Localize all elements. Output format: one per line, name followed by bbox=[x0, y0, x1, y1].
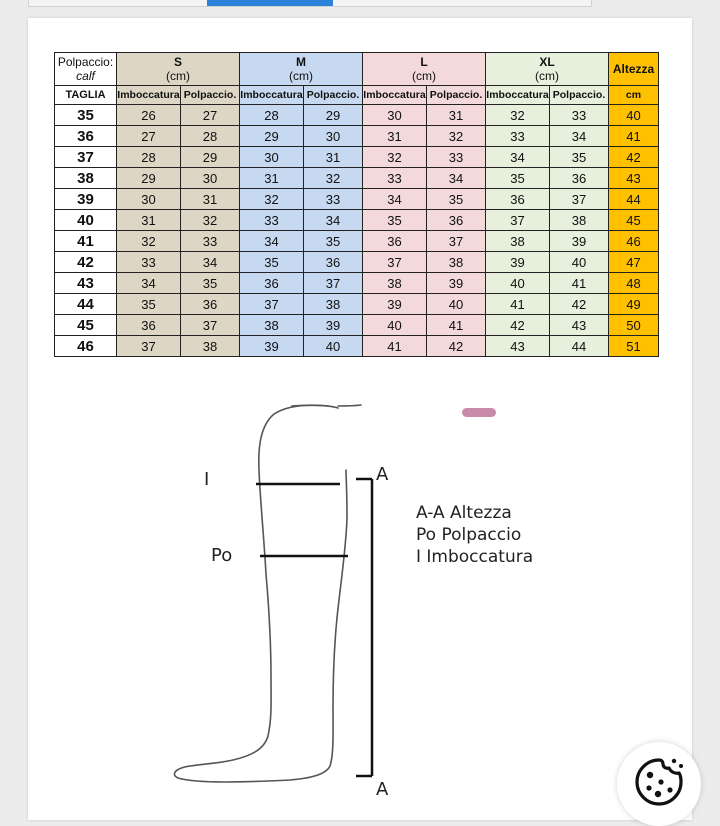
cell-s-imboccatura: 31 bbox=[117, 210, 181, 231]
cell-s-polpaccio: 33 bbox=[181, 231, 240, 252]
size-l-name: L bbox=[420, 55, 428, 69]
cell-s-polpaccio: 29 bbox=[181, 147, 240, 168]
cell-xl-imboccatura: 39 bbox=[486, 252, 550, 273]
sub-header-imboccatura: Imboccatura bbox=[117, 86, 181, 105]
size-xl-unit: (cm) bbox=[535, 69, 559, 83]
cell-xl-imboccatura: 43 bbox=[486, 336, 550, 357]
cell-xl-polpaccio: 36 bbox=[550, 168, 609, 189]
table-row bbox=[55, 252, 659, 273]
cell-m-polpaccio: 33 bbox=[304, 189, 363, 210]
cell-m-polpaccio: 39 bbox=[304, 315, 363, 336]
cell-l-imboccatura: 40 bbox=[363, 315, 427, 336]
boot-outline-drawing bbox=[28, 378, 692, 818]
cell-xl-polpaccio: 34 bbox=[550, 126, 609, 147]
legend-altezza: A-A Altezza bbox=[416, 503, 512, 523]
cell-s-imboccatura: 27 bbox=[117, 126, 181, 147]
size-table bbox=[54, 52, 659, 357]
size-m-name: M bbox=[296, 55, 306, 69]
taglia-cell: 42 bbox=[55, 252, 117, 273]
altezza-unit: cm bbox=[609, 86, 659, 105]
table-row bbox=[55, 105, 659, 126]
label-po: Po bbox=[211, 545, 233, 566]
cookie-button[interactable] bbox=[617, 742, 701, 826]
table-row bbox=[55, 336, 659, 357]
table-row bbox=[55, 126, 659, 147]
boot-diagram bbox=[28, 378, 692, 818]
size-header-row bbox=[55, 53, 659, 86]
cell-l-polpaccio: 32 bbox=[427, 126, 486, 147]
cell-l-polpaccio: 37 bbox=[427, 231, 486, 252]
taglia-cell: 39 bbox=[55, 189, 117, 210]
cell-m-polpaccio: 34 bbox=[304, 210, 363, 231]
cell-m-polpaccio: 37 bbox=[304, 273, 363, 294]
cell-l-polpaccio: 42 bbox=[427, 336, 486, 357]
cell-altezza: 43 bbox=[609, 168, 659, 189]
cell-l-imboccatura: 35 bbox=[363, 210, 427, 231]
cell-altezza: 46 bbox=[609, 231, 659, 252]
cell-s-imboccatura: 26 bbox=[117, 105, 181, 126]
cell-l-imboccatura: 32 bbox=[363, 147, 427, 168]
table-row bbox=[55, 294, 659, 315]
cell-l-polpaccio: 35 bbox=[427, 189, 486, 210]
cell-altezza: 49 bbox=[609, 294, 659, 315]
size-s-header bbox=[117, 53, 240, 86]
cell-s-imboccatura: 33 bbox=[117, 252, 181, 273]
cell-l-polpaccio: 40 bbox=[427, 294, 486, 315]
cell-xl-polpaccio: 43 bbox=[550, 315, 609, 336]
sub-header-polpaccio: Polpaccio. bbox=[427, 86, 486, 105]
cell-s-imboccatura: 35 bbox=[117, 294, 181, 315]
cell-l-polpaccio: 31 bbox=[427, 105, 486, 126]
cell-l-polpaccio: 36 bbox=[427, 210, 486, 231]
taglia-cell: 44 bbox=[55, 294, 117, 315]
size-m-unit: (cm) bbox=[289, 69, 313, 83]
cell-l-polpaccio: 33 bbox=[427, 147, 486, 168]
diagram-legend bbox=[416, 502, 533, 568]
cell-xl-imboccatura: 42 bbox=[486, 315, 550, 336]
cell-s-imboccatura: 29 bbox=[117, 168, 181, 189]
cell-m-imboccatura: 37 bbox=[240, 294, 304, 315]
cell-s-polpaccio: 28 bbox=[181, 126, 240, 147]
cell-l-imboccatura: 39 bbox=[363, 294, 427, 315]
calf-label-en: calf bbox=[76, 69, 95, 83]
cell-m-polpaccio: 38 bbox=[304, 294, 363, 315]
cell-xl-imboccatura: 41 bbox=[486, 294, 550, 315]
taglia-cell: 38 bbox=[55, 168, 117, 189]
cell-xl-imboccatura: 34 bbox=[486, 147, 550, 168]
cell-l-imboccatura: 34 bbox=[363, 189, 427, 210]
size-xl-header bbox=[486, 53, 609, 86]
cell-m-imboccatura: 28 bbox=[240, 105, 304, 126]
cell-xl-polpaccio: 40 bbox=[550, 252, 609, 273]
table-row bbox=[55, 189, 659, 210]
sub-header-polpaccio: Polpaccio. bbox=[304, 86, 363, 105]
taglia-cell: 35 bbox=[55, 105, 117, 126]
cell-s-polpaccio: 30 bbox=[181, 168, 240, 189]
cell-s-polpaccio: 36 bbox=[181, 294, 240, 315]
cell-m-imboccatura: 29 bbox=[240, 126, 304, 147]
size-s-unit: (cm) bbox=[166, 69, 190, 83]
cell-altezza: 41 bbox=[609, 126, 659, 147]
table-row bbox=[55, 168, 659, 189]
cell-xl-imboccatura: 33 bbox=[486, 126, 550, 147]
cell-s-imboccatura: 30 bbox=[117, 189, 181, 210]
cell-s-polpaccio: 27 bbox=[181, 105, 240, 126]
sub-header-polpaccio: Polpaccio. bbox=[181, 86, 240, 105]
cell-s-imboccatura: 34 bbox=[117, 273, 181, 294]
cell-xl-imboccatura: 37 bbox=[486, 210, 550, 231]
sub-header-polpaccio: Polpaccio. bbox=[550, 86, 609, 105]
cell-m-imboccatura: 35 bbox=[240, 252, 304, 273]
cell-altezza: 48 bbox=[609, 273, 659, 294]
cell-xl-imboccatura: 40 bbox=[486, 273, 550, 294]
cookie-icon bbox=[632, 755, 686, 809]
cell-m-polpaccio: 35 bbox=[304, 231, 363, 252]
cell-l-polpaccio: 38 bbox=[427, 252, 486, 273]
size-l-unit: (cm) bbox=[412, 69, 436, 83]
cell-altezza: 40 bbox=[609, 105, 659, 126]
cell-l-polpaccio: 34 bbox=[427, 168, 486, 189]
label-a-bottom: A bbox=[376, 779, 389, 800]
cell-s-polpaccio: 31 bbox=[181, 189, 240, 210]
content-card bbox=[28, 18, 692, 820]
cell-l-imboccatura: 33 bbox=[363, 168, 427, 189]
cell-m-imboccatura: 39 bbox=[240, 336, 304, 357]
cell-altezza: 51 bbox=[609, 336, 659, 357]
cell-s-imboccatura: 37 bbox=[117, 336, 181, 357]
altezza-header: Altezza bbox=[609, 53, 659, 86]
cell-xl-polpaccio: 42 bbox=[550, 294, 609, 315]
taglia-cell: 45 bbox=[55, 315, 117, 336]
cell-altezza: 50 bbox=[609, 315, 659, 336]
size-m-header bbox=[240, 53, 363, 86]
table-row bbox=[55, 147, 659, 168]
sub-header-imboccatura: Imboccatura bbox=[363, 86, 427, 105]
cell-xl-polpaccio: 38 bbox=[550, 210, 609, 231]
sub-header-imboccatura: Imboccatura bbox=[240, 86, 304, 105]
cell-s-imboccatura: 28 bbox=[117, 147, 181, 168]
cell-m-polpaccio: 32 bbox=[304, 168, 363, 189]
tab-active-indicator[interactable] bbox=[207, 0, 333, 6]
cell-xl-polpaccio: 41 bbox=[550, 273, 609, 294]
cell-m-imboccatura: 31 bbox=[240, 168, 304, 189]
cell-xl-polpaccio: 37 bbox=[550, 189, 609, 210]
cell-altezza: 44 bbox=[609, 189, 659, 210]
cell-m-imboccatura: 33 bbox=[240, 210, 304, 231]
cell-s-polpaccio: 35 bbox=[181, 273, 240, 294]
cell-l-imboccatura: 31 bbox=[363, 126, 427, 147]
cell-xl-imboccatura: 32 bbox=[486, 105, 550, 126]
tab-bar bbox=[28, 0, 592, 7]
cell-m-polpaccio: 31 bbox=[304, 147, 363, 168]
cell-m-imboccatura: 36 bbox=[240, 273, 304, 294]
cell-s-polpaccio: 32 bbox=[181, 210, 240, 231]
cell-l-imboccatura: 36 bbox=[363, 231, 427, 252]
cell-l-polpaccio: 41 bbox=[427, 315, 486, 336]
cell-s-imboccatura: 32 bbox=[117, 231, 181, 252]
cell-xl-imboccatura: 36 bbox=[486, 189, 550, 210]
cell-xl-polpaccio: 35 bbox=[550, 147, 609, 168]
cell-l-imboccatura: 30 bbox=[363, 105, 427, 126]
taglia-cell: 40 bbox=[55, 210, 117, 231]
cell-m-imboccatura: 30 bbox=[240, 147, 304, 168]
cell-xl-polpaccio: 44 bbox=[550, 336, 609, 357]
cell-xl-polpaccio: 39 bbox=[550, 231, 609, 252]
table-row bbox=[55, 273, 659, 294]
size-s-name: S bbox=[173, 55, 182, 69]
taglia-cell: 37 bbox=[55, 147, 117, 168]
taglia-cell: 36 bbox=[55, 126, 117, 147]
label-a-top: A bbox=[376, 464, 389, 485]
taglia-cell: 41 bbox=[55, 231, 117, 252]
cell-m-imboccatura: 38 bbox=[240, 315, 304, 336]
label-i: I bbox=[204, 469, 210, 490]
cell-m-polpaccio: 36 bbox=[304, 252, 363, 273]
sub-header-imboccatura: Imboccatura bbox=[486, 86, 550, 105]
table-row bbox=[55, 315, 659, 336]
cell-m-polpaccio: 40 bbox=[304, 336, 363, 357]
table-row bbox=[55, 210, 659, 231]
cell-s-imboccatura: 36 bbox=[117, 315, 181, 336]
cell-m-imboccatura: 32 bbox=[240, 189, 304, 210]
cell-xl-imboccatura: 38 bbox=[486, 231, 550, 252]
sub-header-row bbox=[55, 86, 659, 105]
cell-m-imboccatura: 34 bbox=[240, 231, 304, 252]
cell-m-polpaccio: 29 bbox=[304, 105, 363, 126]
cell-xl-imboccatura: 35 bbox=[486, 168, 550, 189]
cell-l-imboccatura: 41 bbox=[363, 336, 427, 357]
taglia-cell: 43 bbox=[55, 273, 117, 294]
cell-altezza: 42 bbox=[609, 147, 659, 168]
cell-xl-polpaccio: 33 bbox=[550, 105, 609, 126]
cell-l-imboccatura: 38 bbox=[363, 273, 427, 294]
size-l-header bbox=[363, 53, 486, 86]
legend-imboccatura: I Imboccatura bbox=[416, 547, 534, 567]
cell-l-polpaccio: 39 bbox=[427, 273, 486, 294]
taglia-cell: 46 bbox=[55, 336, 117, 357]
cell-l-imboccatura: 37 bbox=[363, 252, 427, 273]
cell-s-polpaccio: 37 bbox=[181, 315, 240, 336]
cell-m-polpaccio: 30 bbox=[304, 126, 363, 147]
taglia-header: TAGLIA bbox=[55, 86, 117, 105]
table-row bbox=[55, 231, 659, 252]
size-xl-name: XL bbox=[539, 55, 555, 69]
cell-s-polpaccio: 34 bbox=[181, 252, 240, 273]
cell-altezza: 47 bbox=[609, 252, 659, 273]
cell-altezza: 45 bbox=[609, 210, 659, 231]
calf-label-cell bbox=[55, 53, 117, 86]
legend-polpaccio: Po Polpaccio bbox=[416, 525, 522, 545]
calf-label: Polpaccio: bbox=[57, 55, 114, 69]
cell-s-polpaccio: 38 bbox=[181, 336, 240, 357]
